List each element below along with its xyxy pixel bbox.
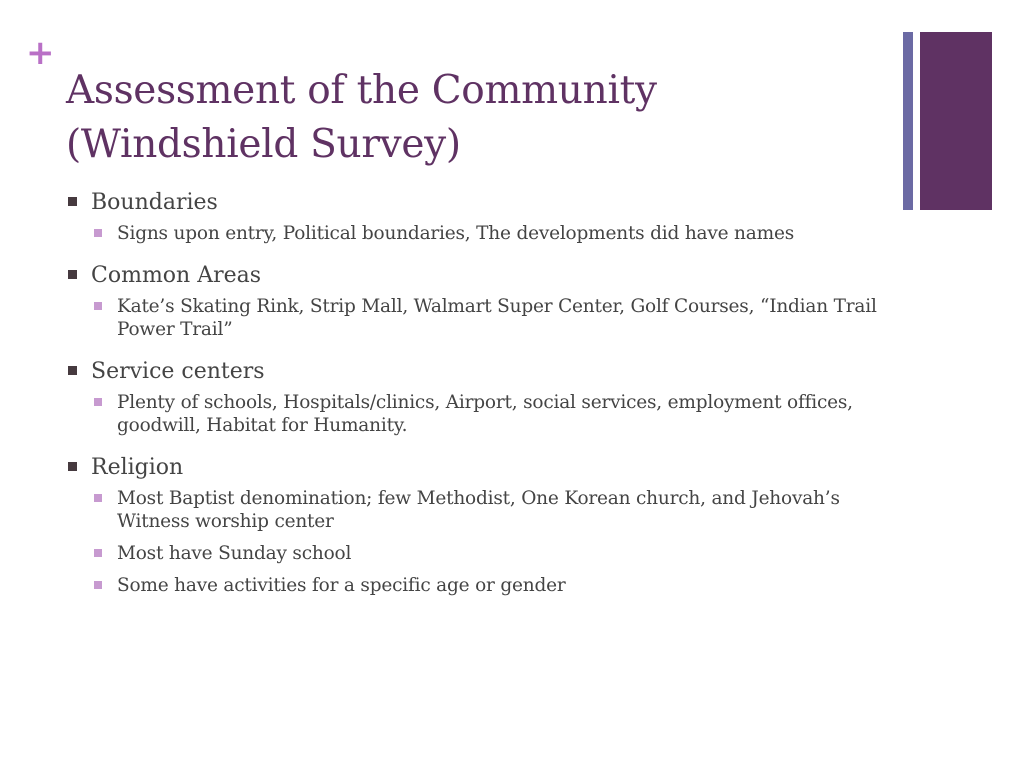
bullet-text: Signs upon entry, Political boundaries, The developments did have names	[117, 223, 794, 244]
bullet-text: Plenty of schools, Hospitals/clinics, Airport, social services, employment offices, goodwill, Habitat for Humanity.	[117, 392, 853, 436]
bullet-level1	[68, 357, 888, 387]
section-common-areas	[68, 261, 888, 341]
bullet-level1	[68, 188, 888, 218]
bullet-level2	[94, 574, 888, 597]
square-bullet-icon	[94, 398, 102, 406]
section-heading: Boundaries	[91, 190, 218, 215]
slide-title-line-1: Assessment of the Community	[66, 68, 657, 113]
bullet-level2	[94, 295, 888, 341]
decorative-bar-thick	[920, 32, 992, 210]
bullet-level2	[94, 542, 888, 565]
section-boundaries	[68, 188, 888, 245]
square-bullet-icon	[68, 366, 77, 375]
section-service-centers	[68, 357, 888, 437]
bullet-text: Kate’s Skating Rink, Strip Mall, Walmart Super Center, Golf Courses, “Indian Trail Power Trail”	[117, 296, 877, 340]
square-bullet-icon	[94, 549, 102, 557]
square-bullet-icon	[68, 197, 77, 206]
square-bullet-icon	[68, 462, 77, 471]
decorative-bar-thin	[903, 32, 913, 210]
bullet-level2	[94, 487, 888, 533]
bullet-level1	[68, 453, 888, 483]
bullet-text: Some have activities for a specific age or gender	[117, 575, 566, 596]
section-heading: Service centers	[91, 359, 265, 384]
square-bullet-icon	[94, 302, 102, 310]
square-bullet-icon	[94, 494, 102, 502]
slide-title	[66, 64, 866, 172]
square-bullet-icon	[94, 229, 102, 237]
bullet-level1	[68, 261, 888, 291]
plus-icon: +	[26, 33, 55, 73]
section-heading: Common Areas	[91, 263, 262, 288]
bullet-level2	[94, 391, 888, 437]
bullet-text: Most have Sunday school	[117, 543, 352, 564]
bullet-level2	[94, 222, 888, 245]
slide-title-line-2: (Windshield Survey)	[66, 122, 461, 167]
bullet-list	[68, 188, 888, 613]
bullet-text: Most Baptist denomination; few Methodist, One Korean church, and Jehovah’s Witness worship center	[117, 488, 840, 532]
square-bullet-icon	[68, 270, 77, 279]
section-religion	[68, 453, 888, 597]
square-bullet-icon	[94, 581, 102, 589]
section-heading: Religion	[91, 455, 184, 480]
